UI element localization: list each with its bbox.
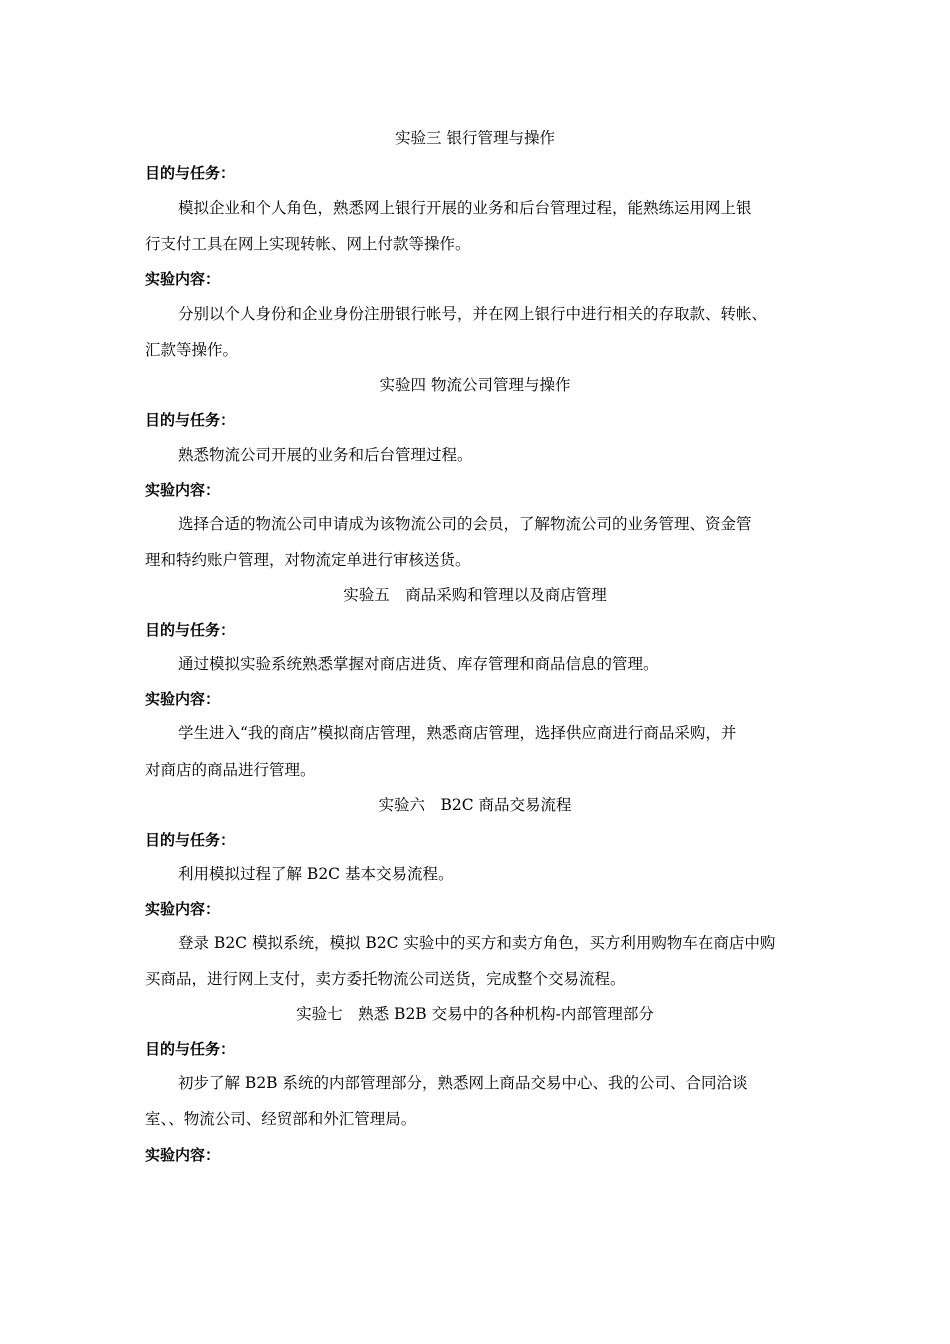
section-title: 实验六 B2C 商品交易流程 — [378, 796, 572, 814]
goal-line: 模拟企业和个人角色，熟悉网上银行开展的业务和后台管理过程，能熟练运用网上银 — [178, 199, 752, 217]
goal-label: 目的与任务： — [145, 164, 236, 182]
content-label: 实验内容： — [145, 900, 221, 918]
content-label: 实验内容： — [145, 1146, 221, 1164]
content-label: 实验内容： — [145, 270, 221, 288]
section-title: 实验四 物流公司管理与操作 — [379, 376, 571, 394]
content-line: 对商店的商品进行管理。 — [145, 761, 316, 779]
section-title: 实验五 商品采购和管理以及商店管理 — [343, 586, 607, 604]
goal-label: 目的与任务： — [145, 831, 236, 849]
goal-line: 通过模拟实验系统熟悉掌握对商店进货、库存管理和商品信息的管理。 — [178, 655, 659, 673]
content-line: 分别以个人身份和企业身份注册银行帐号，并在网上银行中进行相关的存取款、转帐、 — [178, 305, 768, 323]
content-line: 学生进入“我的商店”模拟商店管理，熟悉商店管理，选择供应商进行商品采购，并 — [178, 724, 737, 742]
section-title: 实验三 银行管理与操作 — [395, 129, 555, 147]
content-label: 实验内容： — [145, 481, 221, 499]
goal-label: 目的与任务： — [145, 1040, 236, 1058]
content-line: 汇款等操作。 — [145, 341, 239, 359]
goal-line: 行支付工具在网上实现转帐、网上付款等操作。 — [145, 235, 471, 253]
section-title: 实验七 熟悉 B2B 交易中的各种机构-内部管理部分 — [296, 1005, 654, 1023]
goal-line: 室、、物流公司、经贸部和外汇管理局。 — [145, 1110, 417, 1128]
goal-line: 熟悉物流公司开展的业务和后台管理过程。 — [178, 446, 473, 464]
goal-line: 初步了解 B2B 系统的内部管理部分，熟悉网上商品交易中心、我的公司、合同洽谈 — [178, 1074, 748, 1092]
content-line: 买商品，进行网上支付，卖方委托物流公司送货，完成整个交易流程。 — [145, 970, 626, 988]
content-line: 理和特约账户管理，对物流定单进行审核送货。 — [145, 551, 471, 569]
content-line: 登录 B2C 模拟系统，模拟 B2C 实验中的买方和卖方角色，买方利用购物车在商店中购 — [178, 934, 776, 952]
goal-line: 利用模拟过程了解 B2C 基本交易流程。 — [178, 865, 454, 883]
goal-label: 目的与任务： — [145, 621, 236, 639]
content-label: 实验内容： — [145, 690, 221, 708]
goal-label: 目的与任务： — [145, 411, 236, 429]
content-line: 选择合适的物流公司申请成为该物流公司的会员，了解物流公司的业务管理、资金管 — [178, 515, 752, 533]
